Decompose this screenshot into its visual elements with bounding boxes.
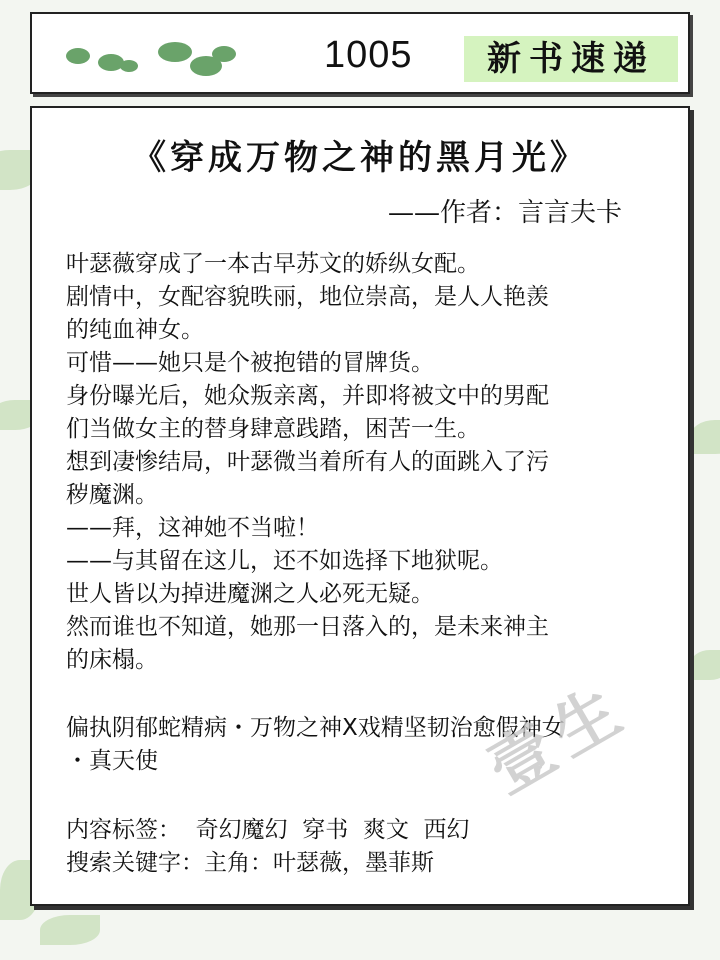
synopsis-line: 可惜——她只是个被抱错的冒牌货。	[66, 350, 434, 376]
synopsis-line: ——与其留在这儿，还不如选择下地狱呢。	[66, 548, 503, 574]
book-author: ——作者：言言夫卡	[387, 198, 622, 228]
leaf-icon	[66, 48, 90, 64]
header-tag: 新书速递	[464, 36, 678, 82]
header-banner	[30, 12, 690, 94]
tagline-line: ・真天使	[66, 748, 158, 774]
synopsis-line: 们当做女主的替身肆意践踏，困苦一生。	[66, 416, 480, 442]
book-title: 《穿成万物之神的黑月光》	[132, 138, 588, 178]
background-leaf	[40, 915, 100, 945]
synopsis-line: 的纯血神女。	[66, 317, 204, 343]
leaf-icon	[120, 60, 138, 72]
book-card	[30, 106, 690, 906]
synopsis-line: 想到凄惨结局，叶瑟微当着所有人的面跳入了污	[66, 449, 549, 475]
search-keywords: 搜索关键字：主角：叶瑟薇，墨菲斯	[66, 850, 434, 876]
synopsis-line: 身份曝光后，她众叛亲离，并即将被文中的男配	[66, 383, 549, 409]
content-tags: 内容标签： 奇幻魔幻 穿书 爽文 西幻	[66, 817, 470, 843]
synopsis-line: 叶瑟薇穿成了一本古早苏文的娇纵女配。	[66, 251, 480, 277]
background-leaf	[690, 650, 720, 680]
synopsis-line: 的床榻。	[66, 647, 158, 673]
issue-number: 1005	[324, 34, 413, 76]
synopsis-line: 世人皆以为掉进魔渊之人必死无疑。	[66, 581, 434, 607]
leaf-icon	[212, 46, 236, 62]
watermark: 壹生	[475, 669, 642, 809]
synopsis-line: 剧情中，女配容貌昳丽，地位崇高，是人人艳羡	[66, 284, 549, 310]
synopsis-line: 秽魔渊。	[66, 482, 158, 508]
synopsis	[66, 248, 666, 677]
leaf-icon	[158, 42, 192, 62]
tagline-line: 偏执阴郁蛇精病・万物之神X戏精坚韧治愈假神女	[66, 715, 565, 741]
background-leaf	[690, 420, 720, 454]
synopsis-line: ——拜，这神她不当啦！	[66, 515, 319, 541]
book-meta	[66, 814, 666, 880]
synopsis-line: 然而谁也不知道，她那一日落入的，是未来神主	[66, 614, 549, 640]
